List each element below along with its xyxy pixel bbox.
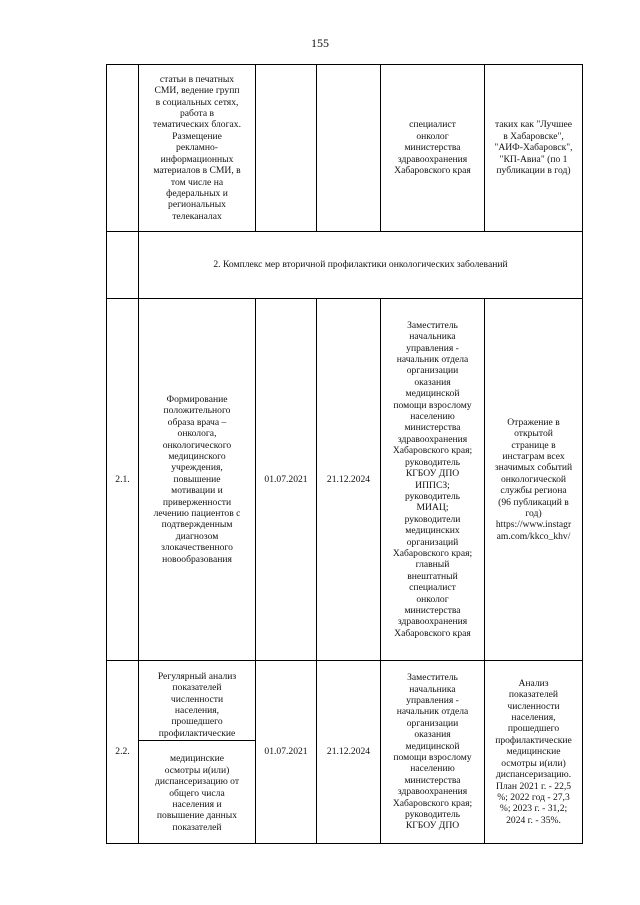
- section-number-cell: [107, 232, 139, 299]
- table-row-2-2: [107, 661, 583, 844]
- text-line: Регулярный анализ: [157, 670, 237, 682]
- text-line: телеканалах: [172, 210, 222, 222]
- text-line: диспансеризацию.: [495, 769, 572, 781]
- text-line: (96 публикаций в: [498, 496, 569, 508]
- text-line: ИППСЗ;: [415, 479, 450, 491]
- text-line: открытой: [514, 428, 553, 440]
- text-line: оказания: [414, 376, 451, 388]
- text-line: министерства: [404, 604, 461, 616]
- text-line: медицинских: [405, 525, 460, 537]
- text-line: прошедшего: [507, 723, 560, 735]
- text-line: прошедшего: [171, 716, 223, 728]
- text-line: странице в: [511, 439, 556, 451]
- text-line: населения,: [174, 705, 220, 717]
- table-row-continued: [107, 65, 583, 232]
- text-line: повышение: [173, 473, 221, 485]
- text-line: злокачественного: [161, 542, 233, 554]
- text-line: численности: [170, 693, 224, 705]
- text-line: медицинской: [405, 388, 460, 400]
- responsible-cell: [381, 65, 485, 232]
- text-line: федеральных и: [166, 187, 228, 199]
- page-number: 155: [311, 36, 329, 50]
- text-line: в Хабаровске",: [503, 130, 564, 142]
- activity-table: [106, 64, 583, 844]
- end-date-2-2: 21.12.2024: [317, 661, 381, 844]
- text-line: год): [525, 508, 542, 520]
- text-line: КГБОУ ДПО: [405, 820, 460, 832]
- text-line: руководитель: [404, 809, 461, 821]
- text-line: положительного: [163, 405, 231, 417]
- text-line: 2024 г. - 35%.: [506, 814, 561, 826]
- result-2-1: [485, 299, 583, 661]
- result-2-2: [485, 661, 583, 844]
- text-line: подтвержденным: [161, 519, 233, 531]
- text-line: работа в: [179, 108, 215, 120]
- section-header-row: [107, 232, 583, 299]
- text-line: начальник отдела: [396, 354, 469, 366]
- text-line: учреждения,: [171, 462, 223, 474]
- measure-2-2: [139, 661, 256, 844]
- text-line: показателей: [172, 821, 222, 833]
- text-line: населению: [410, 411, 455, 423]
- text-line: осмотры и(или): [501, 757, 566, 769]
- text-line: Хабаровского края: [394, 627, 471, 639]
- text-line: медицинского: [168, 450, 226, 462]
- text-line: начальника: [409, 331, 456, 343]
- text-line: помощи взрослому: [393, 399, 472, 411]
- result-cell: [485, 65, 583, 232]
- text-line: профилактические: [158, 727, 236, 739]
- text-line: "КП-Авиа" (по 1: [499, 153, 568, 165]
- text-line: министерства: [404, 774, 461, 786]
- text-line: материалов в СМИ, в: [153, 165, 241, 177]
- responsible-2-2: [381, 661, 485, 844]
- measure-cell: [139, 65, 256, 232]
- row-number-2-2: 2.2.: [107, 661, 139, 844]
- start-date-cell: [256, 65, 317, 232]
- text-line: здравоохранения: [397, 616, 468, 628]
- text-line: %; 2022 год - 27,3: [497, 791, 570, 803]
- text-line: am.com/kkco_khv/: [496, 530, 571, 542]
- row-number-cell: [107, 65, 139, 232]
- text-line: общего числа: [169, 787, 225, 799]
- text-line: руководитель: [404, 490, 461, 502]
- text-line: специалист: [409, 582, 456, 594]
- text-line: тематических блогах.: [153, 119, 241, 131]
- text-line: лечению пациентов с: [153, 508, 241, 520]
- measure-2-2-bottom: [141, 741, 253, 833]
- text-line: министерства: [404, 422, 461, 434]
- end-date-cell: [317, 65, 381, 232]
- text-line: том числе на: [170, 176, 224, 188]
- text-line: информационных: [160, 153, 234, 165]
- text-line: населению: [410, 763, 455, 775]
- text-line: инстаграм всех: [502, 450, 565, 462]
- responsible-2-1: [381, 299, 485, 661]
- text-line: онкологической: [500, 473, 567, 485]
- text-line: министерства: [404, 142, 461, 154]
- measure-2-2-top: [139, 671, 255, 741]
- text-line: профилактические: [495, 734, 572, 746]
- start-date-2-1: 01.07.2021: [256, 299, 317, 661]
- text-line: Хабаровского края;: [392, 445, 473, 457]
- text-line: медицинские: [170, 753, 224, 765]
- text-line: оказания: [414, 729, 451, 741]
- text-line: региональных: [168, 199, 226, 211]
- text-line: онкологического: [162, 439, 232, 451]
- text-line: публикации в год): [496, 165, 571, 177]
- text-line: внештатный: [407, 570, 458, 582]
- text-line: таких как "Лучшее: [494, 119, 573, 131]
- text-line: онколог: [416, 130, 449, 142]
- end-date-2-1: 21.12.2024: [317, 299, 381, 661]
- text-line: управления -: [406, 342, 459, 354]
- section-title: 2. Комплекс мер вторичной профилактики онкологических заболеваний: [139, 232, 583, 299]
- text-line: новообразования: [162, 553, 232, 565]
- text-line: образа врача –: [167, 416, 227, 428]
- text-line: управления -: [406, 694, 459, 706]
- text-line: МИАЦ;: [416, 502, 449, 514]
- row-number-2-1: 2.1.: [107, 299, 139, 661]
- measure-2-1: [139, 299, 256, 661]
- text-line: специалист: [409, 119, 456, 131]
- text-line: Размещение: [172, 130, 222, 142]
- text-line: мотивации и: [171, 485, 223, 497]
- text-line: https://www.instagr: [495, 519, 572, 531]
- text-line: показателей: [172, 682, 222, 694]
- text-line: руководители: [404, 513, 461, 525]
- text-line: осмотры и(или): [164, 764, 230, 776]
- text-line: повышение данных: [156, 810, 238, 822]
- text-line: значимых событий: [494, 462, 573, 474]
- text-line: организаций: [406, 536, 459, 548]
- text-line: диспансеризацию от: [154, 776, 240, 788]
- text-line: медицинской: [405, 740, 460, 752]
- table-row-2-1: [107, 299, 583, 661]
- text-line: Заместитель: [407, 319, 458, 331]
- text-line: организации: [406, 365, 459, 377]
- text-line: Хабаровского края;: [392, 797, 473, 809]
- text-line: статьи в печатных: [159, 73, 235, 85]
- text-line: службы региона: [500, 485, 567, 497]
- text-line: Отражение в: [507, 416, 560, 428]
- text-line: План 2021 г. - 22,5: [495, 780, 572, 792]
- text-line: рекламно-: [176, 142, 218, 154]
- text-line: онколог: [416, 593, 449, 605]
- text-line: здравоохранения: [397, 153, 468, 165]
- text-line: %; 2023 г. - 31,2;: [499, 803, 568, 815]
- text-line: здравоохранения: [397, 433, 468, 445]
- text-line: Хабаровского края;: [392, 547, 473, 559]
- text-line: помощи взрослому: [393, 752, 472, 763]
- text-line: Хабаровского края: [394, 165, 471, 177]
- text-line: приверженности: [162, 496, 232, 508]
- text-line: диагнозом: [175, 530, 219, 542]
- text-line: показателей: [508, 689, 559, 701]
- text-line: населения,: [511, 712, 556, 724]
- text-line: СМИ, ведение групп: [154, 85, 240, 97]
- text-line: "АИФ-Хабаровск",: [494, 142, 573, 154]
- text-line: медицинские: [506, 746, 561, 758]
- text-line: организации: [406, 717, 459, 729]
- text-line: в социальных сетях,: [155, 96, 239, 108]
- start-date-2-2: 01.07.2021: [256, 661, 317, 844]
- text-line: КГБОУ ДПО: [405, 468, 460, 480]
- text-line: главный: [415, 559, 450, 571]
- text-line: численности: [507, 700, 560, 712]
- text-line: населения и: [172, 798, 222, 810]
- text-line: руководитель: [404, 456, 461, 468]
- text-line: начальник отдела: [396, 706, 469, 718]
- text-line: здравоохранения: [397, 786, 468, 798]
- text-line: начальника: [409, 683, 456, 695]
- text-line: Заместитель: [407, 672, 458, 684]
- text-line: Анализ: [518, 677, 549, 689]
- text-line: Формирование: [166, 393, 228, 405]
- text-line: онколога,: [177, 428, 217, 440]
